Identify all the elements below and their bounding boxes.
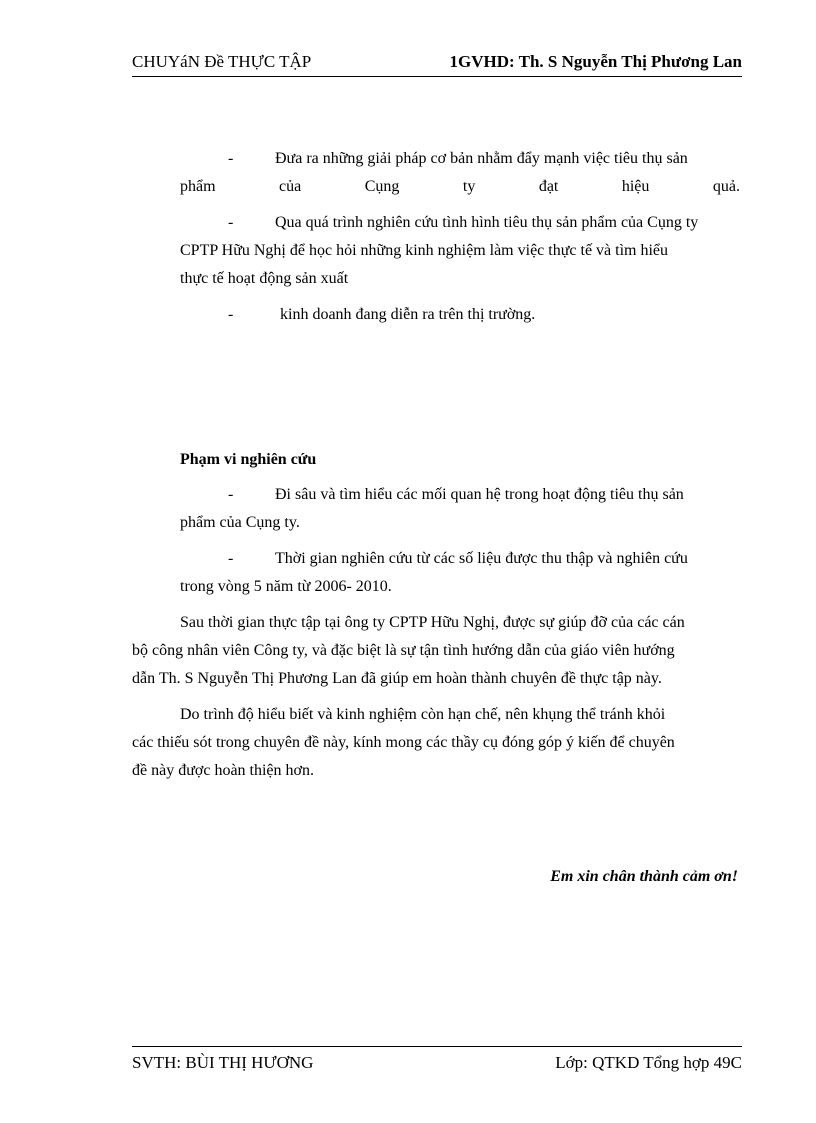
page-header xyxy=(132,50,742,77)
bullet-dash: - xyxy=(228,150,234,167)
bullet-dash: - xyxy=(228,214,234,231)
footer-student: SVTH: BÙI THỊ HƯƠNG xyxy=(132,1053,314,1072)
bullet-text: Đưa ra những giải pháp cơ bản nhằm đẩy mạnh việc tiêu thụ sản xyxy=(275,150,688,167)
header-supervisor-text: GVHD: Th. S Nguyễn Thị Phương Lan xyxy=(458,52,742,71)
word: ty xyxy=(462,178,476,195)
bullet-continuation xyxy=(180,178,740,196)
page-number: 1 xyxy=(449,52,458,71)
bullet-dash: - xyxy=(228,550,234,567)
bullet-dash: - xyxy=(228,306,234,323)
header-title: CHUYáN Đề THỰC TẬP xyxy=(132,52,312,71)
word: đạt xyxy=(538,178,559,195)
bullet-text: Qua quá trình nghiên cứu tình hình tiêu thụ sản phẩm của Cụng ty xyxy=(275,214,699,231)
paragraph-line: dẫn Th. S Nguyễn Thị Phương Lan đã giúp em hoàn thành chuyên đề thực tập này. xyxy=(132,670,662,687)
bullet-text: kinh doanh đang diễn ra trên thị trường. xyxy=(280,306,536,323)
paragraph-line: Sau thời gian thực tập tại ông ty CPTP Hữu Nghị, được sự giúp đỡ của các cán xyxy=(180,614,685,631)
paragraph-line: bộ công nhân viên Công ty, và đặc biệt là sự tận tình hướng dẫn của giáo viên hướng xyxy=(132,642,675,659)
bullet-continuation: trong vòng 5 năm từ 2006- 2010. xyxy=(180,578,392,595)
header-supervisor xyxy=(450,52,743,72)
bullet-continuation: CPTP Hữu Nghị để học hỏi những kinh nghiệm làm việc thực tế và tìm hiểu xyxy=(180,242,669,259)
word: phẩm xyxy=(180,178,216,195)
word: hiệu xyxy=(621,178,650,195)
word: Cụng xyxy=(364,178,400,195)
section-title: Phạm vi nghiên cứu xyxy=(180,451,317,468)
page-footer xyxy=(132,1046,742,1072)
bullet-continuation: phẩm của Cụng ty. xyxy=(180,514,300,531)
paragraph-line: Do trình độ hiểu biết và kinh nghiệm còn hạn chế, nên khụng thể tránh khỏi xyxy=(180,706,666,723)
bullet-dash: - xyxy=(228,486,234,503)
paragraph-line: đề này được hoàn thiện hơn. xyxy=(132,762,314,779)
bullet-continuation: thực tế hoạt động sản xuất xyxy=(180,270,349,287)
bullet-text: Thời gian nghiên cứu từ các số liệu được thu thập và nghiên cứu xyxy=(275,550,688,567)
paragraph-line: các thiếu sót trong chuyên đề này, kính mong các thầy cụ đóng góp ý kiến để chuyên xyxy=(132,734,675,751)
bullet-text: Đi sâu và tìm hiểu các mối quan hệ trong hoạt động tiêu thụ sản xyxy=(275,486,684,503)
closing-thanks: Em xin chân thành cảm ơn! xyxy=(550,868,738,885)
word: quả. xyxy=(712,178,740,195)
word: của xyxy=(279,178,302,195)
footer-class: Lớp: QTKD Tổng hợp 49C xyxy=(555,1053,742,1072)
